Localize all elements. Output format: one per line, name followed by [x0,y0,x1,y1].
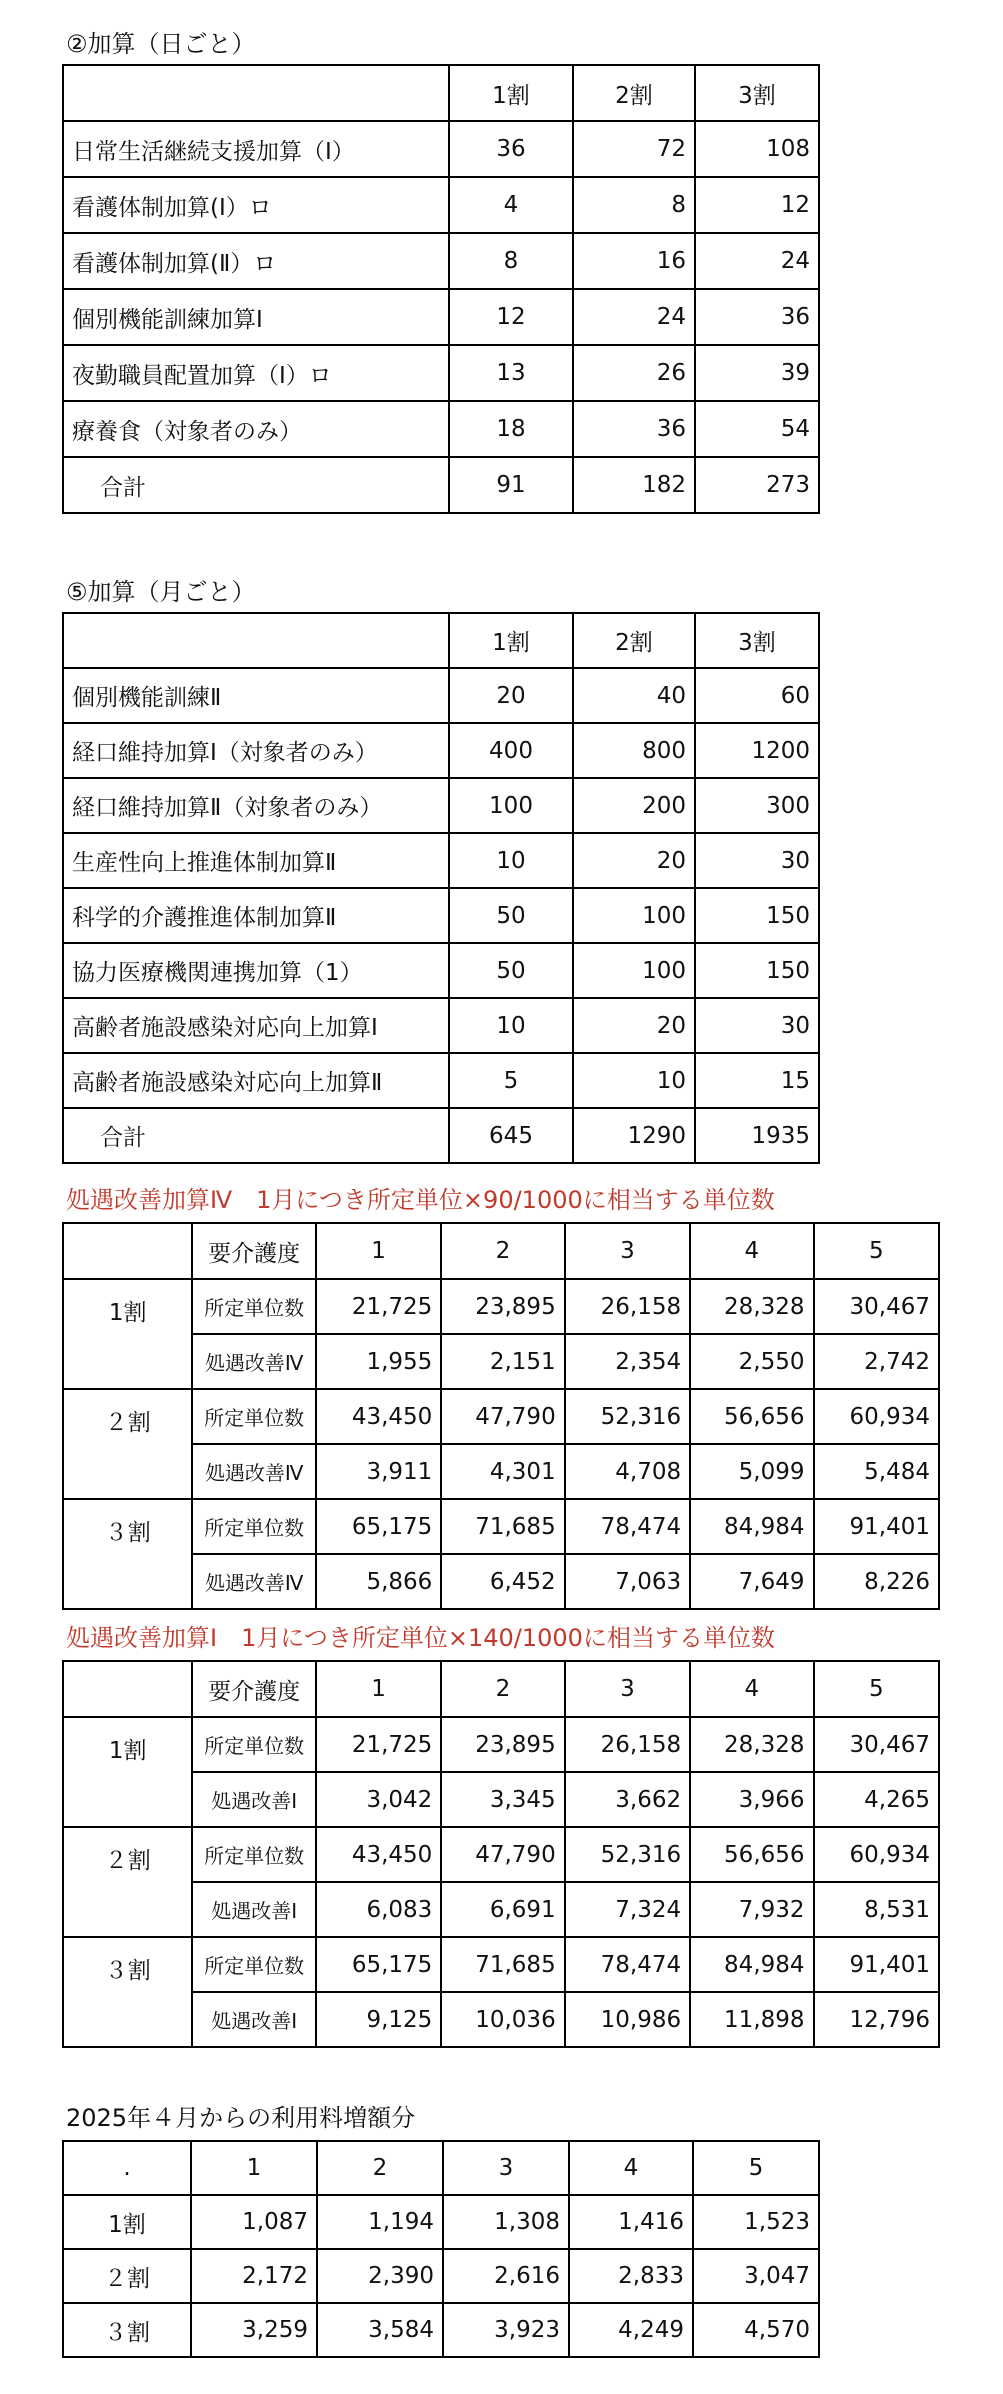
row-label: 看護体制加算(Ⅰ）ロ [63,177,449,233]
cell-value: 23,895 [441,1717,564,1772]
cell-value: 6,452 [441,1554,564,1609]
row-label: 生産性向上推進体制加算Ⅱ [63,833,449,888]
cell-value: 8,531 [814,1882,939,1937]
cell-value: 60,934 [814,1389,939,1444]
row-label: 処遇改善Ⅰ [192,1772,315,1827]
header-cell: 4 [690,1223,813,1279]
cell-value: 10 [573,1053,695,1108]
table-row [63,2195,819,2249]
row-label: 所定単位数 [192,1717,315,1772]
header-cell: 3 [565,1223,690,1279]
row-label: 処遇改善Ⅰ [192,1992,315,2047]
cell-value: 12 [695,177,819,233]
cell-value: 24 [695,233,819,289]
total-row [63,457,819,513]
cell-value: 100 [449,778,573,833]
total-value: 645 [449,1108,573,1163]
row-label: 所定単位数 [192,1279,315,1334]
cell-value: 4,301 [441,1444,564,1499]
cell-value: 28,328 [690,1717,813,1772]
table-row [63,833,819,888]
cell-value: 7,324 [565,1882,690,1937]
header-cell: 1割 [449,613,573,668]
cell-value: 30,467 [814,1279,939,1334]
header-cell: 2割 [573,65,695,121]
cell-value: 43,450 [316,1827,441,1882]
monthly-section-title: ⑤加算（月ごと） [66,578,256,606]
cell-value: 3,662 [565,1772,690,1827]
cell-value: 30,467 [814,1717,939,1772]
cell-value: 150 [695,888,819,943]
header-cell: 4 [569,2141,693,2195]
row-label: 所定単位数 [192,1389,315,1444]
row-label: 処遇改善Ⅳ [192,1334,315,1389]
row-label: 経口維持加算Ⅰ（対象者のみ） [63,723,449,778]
cell-value: 4,570 [693,2303,819,2357]
shogu4-section-title: 処遇改善加算Ⅳ 1月につき所定単位×90/1000に相当する単位数 [66,1186,775,1214]
row-label: 所定単位数 [192,1827,315,1882]
cell-value: 2,172 [191,2249,317,2303]
cell-value: 200 [573,778,695,833]
row-label: 療養食（対象者のみ） [63,401,449,457]
daily-section-title: ②加算（日ごと） [66,30,256,58]
table-row [63,1772,939,1827]
table-header-row [63,1223,939,1279]
cell-value: 150 [695,943,819,998]
table-row [63,778,819,833]
cell-value: 2,151 [441,1334,564,1389]
cell-value: 11,898 [690,1992,813,2047]
cell-value: 2,550 [690,1334,813,1389]
cell-value: 21,725 [316,1279,441,1334]
total-value: 91 [449,457,573,513]
cell-value: 300 [695,778,819,833]
row-label: 日常生活継続支援加算（Ⅰ） [63,121,449,177]
cell-value: 400 [449,723,573,778]
cell-value: 5,099 [690,1444,813,1499]
group-label: ３割 [63,1499,192,1609]
table-row [63,1882,939,1937]
cell-value: 65,175 [316,1937,441,1992]
cell-value: 18 [449,401,573,457]
table-row [63,2303,819,2357]
total-label: 合計 [63,457,449,513]
table-row [63,1937,939,1992]
header-cell [63,613,449,668]
table-row [63,1717,939,1772]
cell-value: 26,158 [565,1717,690,1772]
cell-value: 5,866 [316,1554,441,1609]
table-row [63,1992,939,2047]
row-label: 個別機能訓練加算Ⅰ [63,289,449,345]
cell-value: 28,328 [690,1279,813,1334]
cell-value: 7,649 [690,1554,813,1609]
cell-value: 100 [573,888,695,943]
table-row [63,1499,939,1554]
cell-value: 2,354 [565,1334,690,1389]
cell-value: 65,175 [316,1499,441,1554]
header-cell: 2割 [573,613,695,668]
cell-value: 36 [573,401,695,457]
row-label: 高齢者施設感染対応向上加算Ⅰ [63,998,449,1053]
cell-value: 21,725 [316,1717,441,1772]
row-label: ３割 [63,2303,191,2357]
cell-value: 52,316 [565,1827,690,1882]
header-cell: 4 [690,1661,813,1717]
row-label: ２割 [63,2249,191,2303]
cell-value: 1,194 [317,2195,443,2249]
cell-value: 800 [573,723,695,778]
header-cell: 1割 [449,65,573,121]
row-label: 処遇改善Ⅳ [192,1444,315,1499]
cell-value: 1,087 [191,2195,317,2249]
total-value: 182 [573,457,695,513]
total-value: 1290 [573,1108,695,1163]
cell-value: 60,934 [814,1827,939,1882]
table-row [63,233,819,289]
cell-value: 30 [695,833,819,888]
cell-value: 3,042 [316,1772,441,1827]
cell-value: 24 [573,289,695,345]
header-cell: 1 [316,1223,441,1279]
cell-value: 10 [449,998,573,1053]
cell-value: 2,742 [814,1334,939,1389]
cell-value: 3,923 [443,2303,569,2357]
cell-value: 3,259 [191,2303,317,2357]
cell-value: 4,708 [565,1444,690,1499]
cell-value: 91,401 [814,1937,939,1992]
cell-value: 26 [573,345,695,401]
cell-value: 36 [695,289,819,345]
cell-value: 78,474 [565,1499,690,1554]
cell-value: 2,390 [317,2249,443,2303]
cell-value: 40 [573,668,695,723]
row-label: 所定単位数 [192,1499,315,1554]
increase-table [62,2140,820,2358]
table-row [63,401,819,457]
cell-value: 5,484 [814,1444,939,1499]
table-header-row [63,613,819,668]
cell-value: 10 [449,833,573,888]
row-label: 協力医療機関連携加算（1） [63,943,449,998]
cell-value: 56,656 [690,1389,813,1444]
row-label: 夜勤職員配置加算（Ⅰ）ロ [63,345,449,401]
cell-value: 9,125 [316,1992,441,2047]
cell-value: 71,685 [441,1499,564,1554]
cell-value: 20 [573,998,695,1053]
cell-value: 30 [695,998,819,1053]
cell-value: 39 [695,345,819,401]
table-row [63,1444,939,1499]
header-cell: 要介護度 [192,1223,315,1279]
daily-additions-table [62,64,820,514]
header-cell: 2 [441,1223,564,1279]
cell-value: 13 [449,345,573,401]
cell-value: 3,911 [316,1444,441,1499]
total-row [63,1108,819,1163]
table-row [63,888,819,943]
cell-value: 47,790 [441,1827,564,1882]
table-row [63,668,819,723]
cell-value: 60 [695,668,819,723]
cell-value: 4,249 [569,2303,693,2357]
table-row [63,121,819,177]
increase-section-title: 2025年４月からの利用料増額分 [66,2104,416,2132]
cell-value: 1,955 [316,1334,441,1389]
header-cell: 2 [317,2141,443,2195]
group-label: ２割 [63,1389,192,1499]
cell-value: 1,308 [443,2195,569,2249]
row-label: 経口維持加算Ⅱ（対象者のみ） [63,778,449,833]
cell-value: 56,656 [690,1827,813,1882]
header-cell: 3 [443,2141,569,2195]
header-cell: 3割 [695,65,819,121]
header-cell: . [63,2141,191,2195]
total-label: 合計 [63,1108,449,1163]
cell-value: 91,401 [814,1499,939,1554]
table-row [63,998,819,1053]
cell-value: 78,474 [565,1937,690,1992]
cell-value: 12 [449,289,573,345]
table-header-row [63,65,819,121]
row-label: 所定単位数 [192,1937,315,1992]
row-label: 個別機能訓練Ⅱ [63,668,449,723]
header-cell: 5 [693,2141,819,2195]
table-row [63,1053,819,1108]
cell-value: 7,932 [690,1882,813,1937]
header-cell: 要介護度 [192,1661,315,1717]
cell-value: 4 [449,177,573,233]
cell-value: 4,265 [814,1772,939,1827]
header-cell: 1 [316,1661,441,1717]
cell-value: 8 [573,177,695,233]
cell-value: 43,450 [316,1389,441,1444]
cell-value: 71,685 [441,1937,564,1992]
cell-value: 36 [449,121,573,177]
row-label: 処遇改善Ⅳ [192,1554,315,1609]
cell-value: 20 [449,668,573,723]
row-label: 高齢者施設感染対応向上加算Ⅱ [63,1053,449,1108]
cell-value: 6,691 [441,1882,564,1937]
cell-value: 8,226 [814,1554,939,1609]
cell-value: 84,984 [690,1937,813,1992]
cell-value: 26,158 [565,1279,690,1334]
cell-value: 54 [695,401,819,457]
table-header-row [63,2141,819,2195]
total-value: 1935 [695,1108,819,1163]
table-row [63,1389,939,1444]
header-cell: 5 [814,1223,939,1279]
cell-value: 5 [449,1053,573,1108]
shogu1-section-title: 処遇改善加算Ⅰ 1月につき所定単位×140/1000に相当する単位数 [66,1624,775,1652]
cell-value: 2,616 [443,2249,569,2303]
cell-value: 1,523 [693,2195,819,2249]
monthly-additions-table [62,612,820,1164]
group-label: 1割 [63,1279,192,1389]
total-value: 273 [695,457,819,513]
header-cell [63,1223,192,1279]
row-label: 処遇改善Ⅰ [192,1882,315,1937]
cell-value: 3,584 [317,2303,443,2357]
table-row [63,2249,819,2303]
cell-value: 1,416 [569,2195,693,2249]
shogu1-table [62,1660,940,2048]
cell-value: 108 [695,121,819,177]
table-row [63,723,819,778]
group-label: ２割 [63,1827,192,1937]
cell-value: 12,796 [814,1992,939,2047]
header-cell: 2 [441,1661,564,1717]
cell-value: 10,986 [565,1992,690,2047]
cell-value: 6,083 [316,1882,441,1937]
cell-value: 2,833 [569,2249,693,2303]
cell-value: 3,966 [690,1772,813,1827]
row-label: 看護体制加算(Ⅱ）ロ [63,233,449,289]
table-row [63,177,819,233]
cell-value: 15 [695,1053,819,1108]
cell-value: 3,345 [441,1772,564,1827]
group-label: ３割 [63,1937,192,2047]
table-header-row [63,1661,939,1717]
table-row [63,1554,939,1609]
cell-value: 7,063 [565,1554,690,1609]
table-row [63,1279,939,1334]
cell-value: 50 [449,943,573,998]
cell-value: 72 [573,121,695,177]
row-label: 科学的介護推進体制加算Ⅱ [63,888,449,943]
row-label: 1割 [63,2195,191,2249]
cell-value: 100 [573,943,695,998]
table-row [63,345,819,401]
cell-value: 23,895 [441,1279,564,1334]
table-row [63,289,819,345]
header-cell [63,65,449,121]
cell-value: 47,790 [441,1389,564,1444]
header-cell [63,1661,192,1717]
cell-value: 50 [449,888,573,943]
cell-value: 10,036 [441,1992,564,2047]
group-label: 1割 [63,1717,192,1827]
cell-value: 8 [449,233,573,289]
header-cell: 1 [191,2141,317,2195]
cell-value: 52,316 [565,1389,690,1444]
cell-value: 16 [573,233,695,289]
cell-value: 1200 [695,723,819,778]
header-cell: 5 [814,1661,939,1717]
cell-value: 84,984 [690,1499,813,1554]
header-cell: 3 [565,1661,690,1717]
table-row [63,1827,939,1882]
table-row [63,1334,939,1389]
cell-value: 3,047 [693,2249,819,2303]
cell-value: 20 [573,833,695,888]
table-row [63,943,819,998]
shogu4-table [62,1222,940,1610]
header-cell: 3割 [695,613,819,668]
